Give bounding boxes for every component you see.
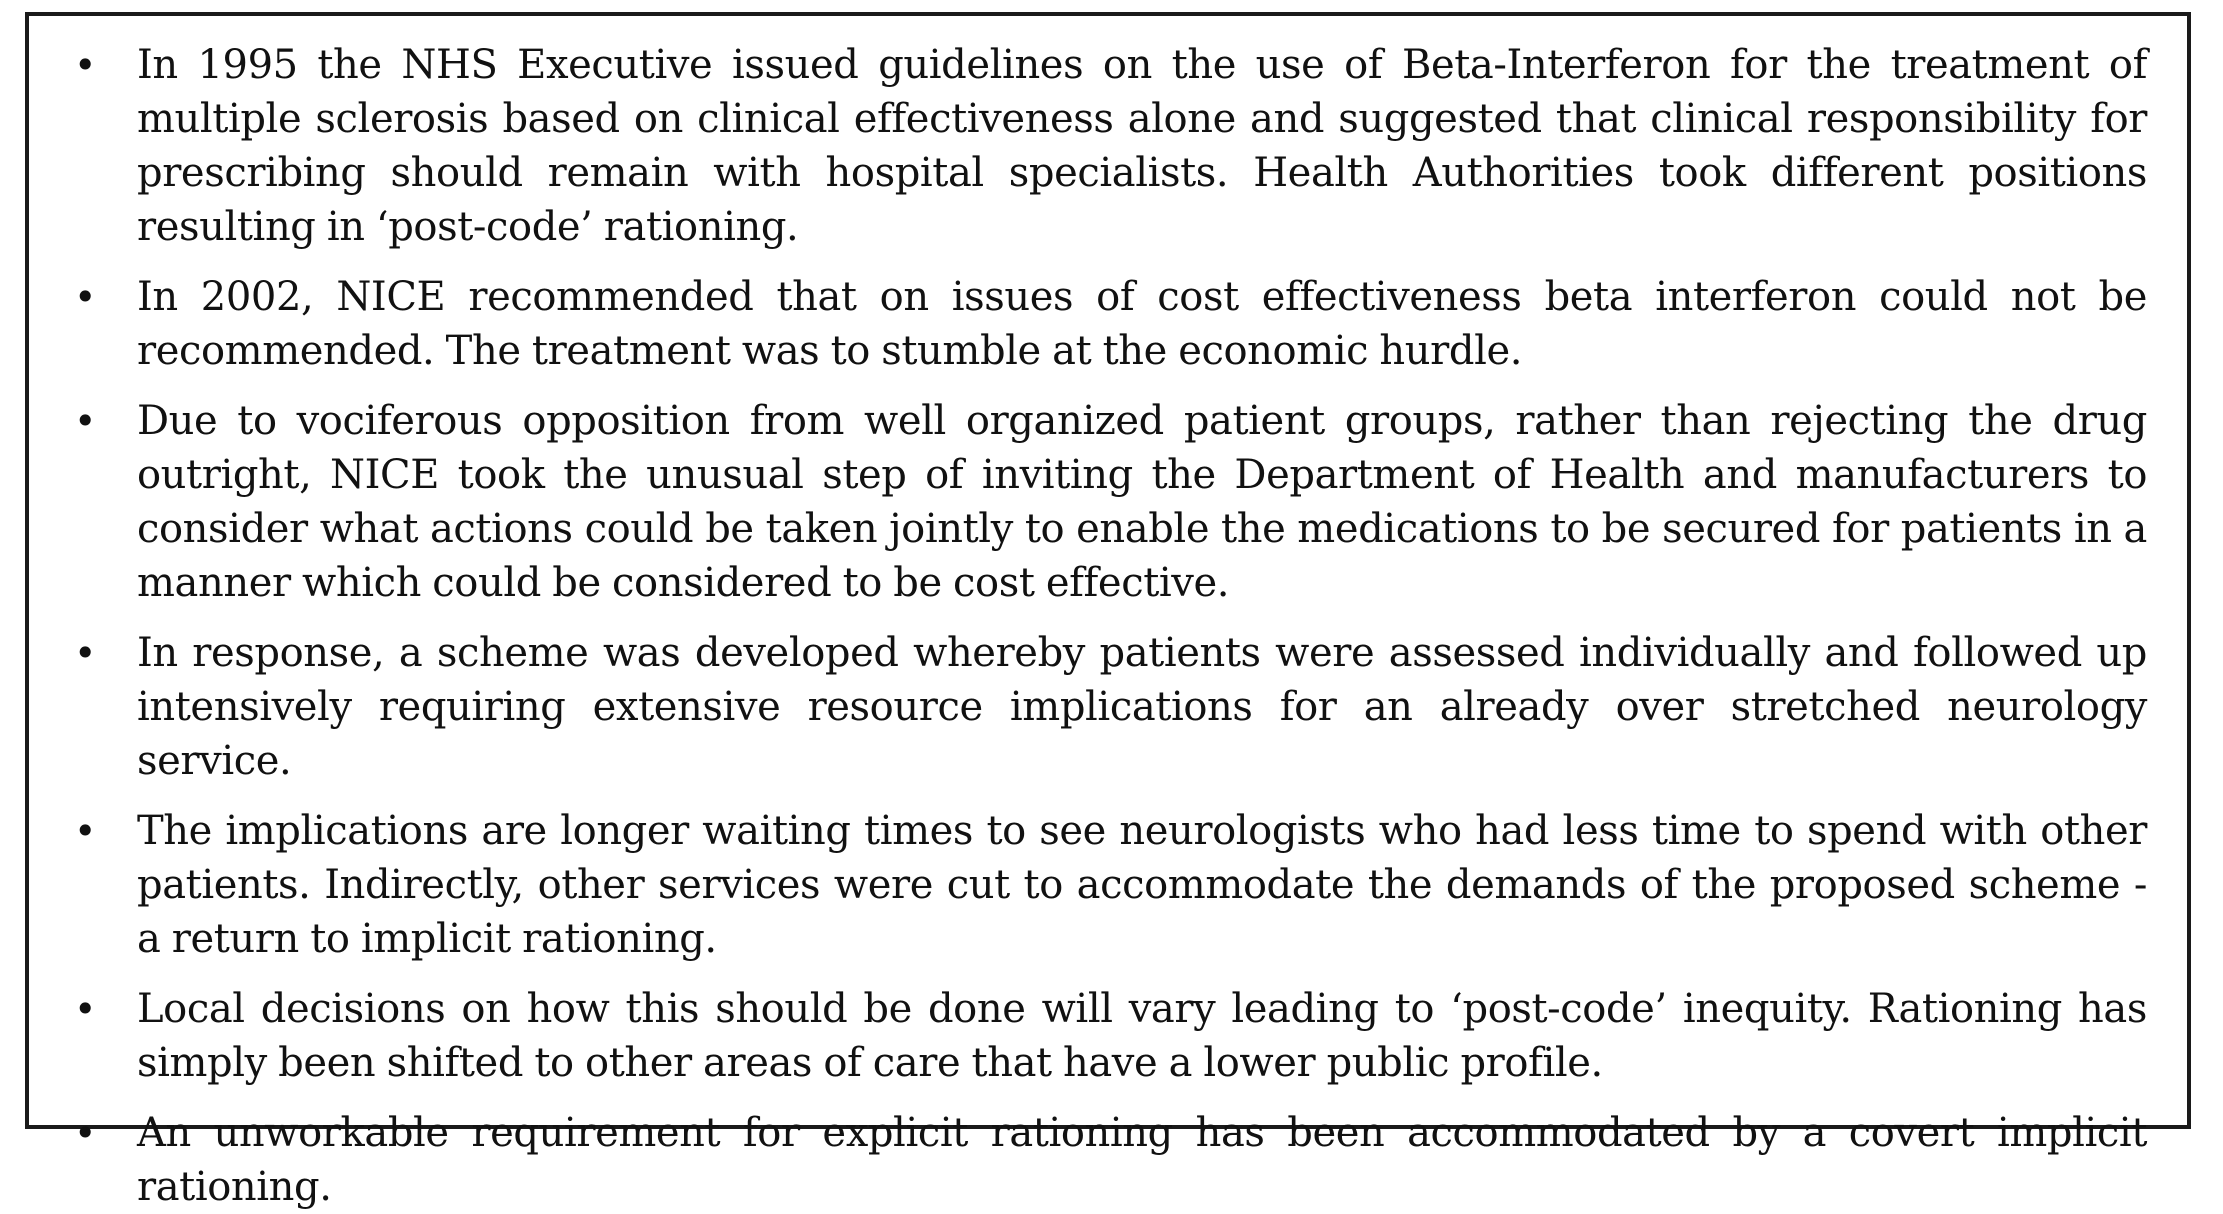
bullet-dot-icon: •	[73, 1111, 96, 1155]
bullet-dot-icon: •	[73, 809, 96, 853]
list-item	[29, 394, 2187, 610]
bullet-dot-icon: •	[73, 43, 96, 87]
bullet-dot-icon: •	[73, 987, 96, 1031]
bullet-dot-icon: •	[73, 275, 96, 319]
list-item-text: Due to vociferous opposition from well organized patient groups, rather than rejecting the drug outright, NICE took the unusual step of inviting the Department of Health and manufacturers to consider what actions could be taken jointly to enable the medications to be secured for patients in a manner which could be considered to be cost effective.	[137, 398, 2147, 606]
list-item	[29, 982, 2187, 1090]
list-item	[29, 626, 2187, 788]
bullet-dot-icon: •	[73, 631, 96, 675]
list-item-text: An unworkable requirement for explicit rationing has been accommodated by a covert implicit rationing.	[137, 1110, 2147, 1210]
list-item	[29, 38, 2187, 254]
bordered-text-box	[25, 12, 2191, 1210]
bullet-dot-icon: •	[73, 399, 96, 443]
list-item	[29, 804, 2187, 966]
bullet-list	[29, 38, 2187, 1214]
list-item-text: In response, a scheme was developed whereby patients were assessed individually and followed up intensively requiring extensive resource implications for an already over stretched neurology service.	[137, 630, 2147, 784]
list-item	[29, 270, 2187, 378]
list-item-text: Local decisions on how this should be done will vary leading to ‘post-code’ inequity. Rationing has simply been shifted to other areas of care that have a lower public profile.	[137, 986, 2147, 1086]
list-item-text: In 2002, NICE recommended that on issues of cost effectiveness beta interferon could not be recommended. The treatment was to stumble at the economic hurdle.	[137, 274, 2147, 374]
list-item	[29, 1106, 2187, 1214]
list-item-text: In 1995 the NHS Executive issued guidelines on the use of Beta-Interferon for the treatment of multiple sclerosis based on clinical effectiveness alone and suggested that clinical responsibility for prescribing should remain with hospital specialists. Health Authorities took different positions resulting in ‘post-code’ rationing.	[137, 42, 2147, 250]
list-item-text: The implications are longer waiting times to see neurologists who had less time to spend with other patients. Indirectly, other services were cut to accommodate the demands of the proposed scheme - a return to implicit rationing.	[137, 808, 2147, 962]
